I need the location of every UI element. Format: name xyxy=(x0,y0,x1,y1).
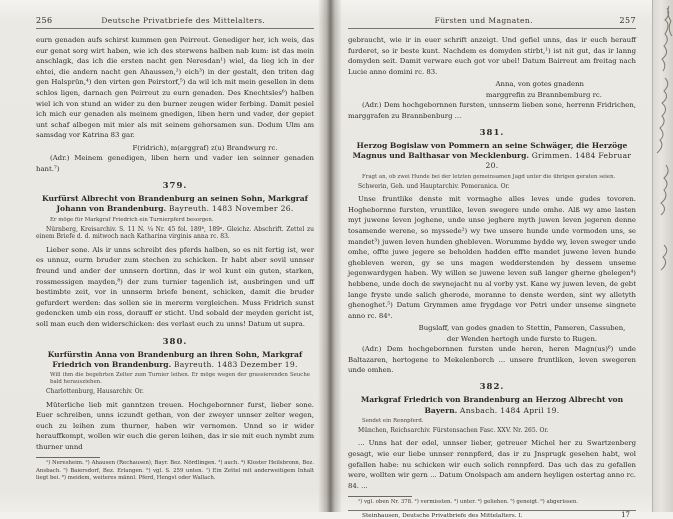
letter-379-body: Lieber sone. Als ir unns schreibt des pferds halben, so es nit fertig ist, wer es unnuz, eurm bruder zum stechen zu schicken. Ir habt aber sovil unnser freund und ander der unnsern dortinn, das ir wol kunt ein guten, starken, rossmessigen mayden,⁸) der zum turnier tagenlich ist, ausbringen und uff bestimbte zeit, vor in unnserm briefe benent, schicken, damit die bruder gefurdert werden: das sollen sie in mererm vergleichen. Muss Fridrich sunst gedencken umb ein ross, dorauff er sticht. Und sobald der meyden gericht ist, soll man euch den widerschicken: des verlast euch zu unns! Datum ut supra. xyxy=(36,245,314,328)
letter-381-body: Unse fruntlike denste mit vormaghe alles leves unde gudes tovoren. Hoghebornne fursten, vruntlike, leven swegere unde omhe. Alß wy ame lasten myt juwene leven joghene, unde unse jeghere myth juwen leven jegeren denne tosamende werene, so myssede²) wy twe unsere hunde unde vormoden uns, se mandet³) juwen leven hunden ghebleven. Worumme bydde wy, leven sweger unde omhe, offte juwe jegere se beholden hadden effte mandet juwene leven hunde ghebleven weren, gy se uns magen wedderstenden by dessem unseme jegenwardygen haben. Wy willen se juwene leven suß langer gherne ghelegen⁴) hebbene, unde doch de swynejacht nu al vorby yst. Kane wy juwen leven, de gebt lange fryste unde salich gherode, moranne to denste werden, sint wy alletyth ghenoghet.⁵) Datum Grymmen ame frygdage vor Petri under unseme singnete anno rc. 84ᵃ. xyxy=(348,195,636,320)
left-footnotes: ¹) Neresheim. ²) Ahausen (Rechausen), Bayr. Bez. Nördlingen. ³) auch. ⁴) Kloster Heilsbronn, Bez. Ansbach. ⁵) Baiersdorf, Bez. Erlangen. ⁶) vgl. S. 259 unten. ⁷) Ein Zettel mit anderweitigem Inhalt liegt bei. ⁸) meidem, weiteres männl. Pferd, Hengst oder Wallach. xyxy=(36,460,314,482)
letter-381-address: (Adr.) Dem hochgebornnen fursten unde heren, heren Magn(us)⁶) unde Baltazaren, hertogene to Mekelenborch ... unsere fruntliken, leven swegeren unde omhen. xyxy=(348,345,636,374)
footer-sheet-number: 17 xyxy=(621,510,630,519)
right-running-title: Fürsten und Magnaten. xyxy=(434,16,533,25)
left-footnote-block xyxy=(36,457,314,482)
margin-handwriting-icon xyxy=(653,0,673,512)
letter-382-regest: Sendet ein Rennpferd. xyxy=(362,417,424,424)
left-running-title: Deutsche Privatbriefe des Mittelalters. xyxy=(101,16,266,25)
letter-379-source: Nürnberg, Kreisarchiv. S. 11 N. ¼ Nr. 45 fol. 189ᵇ, 189ᵃ. Gleichz. Abschrift. Zettel zu einem Briefe d. d. mitwoch nach Katharina virginis anna rc. 83. xyxy=(36,225,314,241)
letter-382-place-date: Ansbach. 1484 April 19. xyxy=(459,405,560,415)
footnote-rule xyxy=(36,457,100,458)
right-footnote-block xyxy=(348,496,636,506)
right-page xyxy=(338,0,652,519)
letter-381-heading-text: Herzog Bogislaw von Pommern an seine Schwäger, die Herzöge Magnus und Balthasar von Mecklenburg. xyxy=(352,141,628,161)
letter-380-body: Müterliche lieb mit ganntzen treuen. Hochgebornner furst, lieber sone. Euer schreiben, unns iczundt gethan, von der zweyer unnser zelter wegen, euch zu leihen zum thurner, haben wir vernomen. Unnd so ir wider herauffkompt, wollen wir euch die geren leihen, das ir sie mit euch nymbt zum thurner unnd xyxy=(36,400,314,451)
letter-379-regest: Er möge für Markgraf Friedrich ein Turnierpferd besorgen. xyxy=(50,216,214,223)
right-page-number: 257 xyxy=(619,16,636,25)
letter-381-place-date: Grimmen. 1484 Februar 20. xyxy=(485,151,632,171)
letter-378-signature: F(ridrich), m(arggraf) z(u) Brandwurg rc. xyxy=(132,143,278,152)
letter-380-heading xyxy=(36,350,314,370)
footnote-rule xyxy=(348,496,412,497)
letter-381-number: 381. xyxy=(479,128,505,138)
letter-381-signature-line1: Bugslaff, van godes gnaden to Stettin, Pameren, Cassuben, xyxy=(418,324,626,333)
letter-380-signature-line1: Anna, von gotes gnadenn xyxy=(495,80,584,89)
right-page-footer xyxy=(348,510,636,519)
letter-378-address: (Adr.) Meinem genedigen, liben hern und vader ien seinner genaden hant.⁷) xyxy=(36,154,314,173)
page-edge-strip xyxy=(652,0,673,512)
letter-380-number: 380. xyxy=(162,336,188,347)
footer-series-title: Steinhausen, Deutsche Privatbriefe des Mittelalters. I. xyxy=(362,512,523,519)
left-page-header xyxy=(36,16,314,29)
letter-378-body: eurn genaden aufs schirst kummen gen Peirreut. Genediger her, ich weis, das eur genat sorg wirt haben, wie ich des sterwens halben nab kum: ist das mein anschlagk, das ich die ersten nacht gen Neresdan¹) wiel, da lieg ich in der ehtei, die andern nacht gen Ahaussen,²) eich³) in der gestalt, den triten dag gen Halsprün,⁴) den virten gen Peirstorf,⁵) da wil ich mit mein gesellen in dem schlos ligen, darnach gen Peirreut zu eurn genaden. Des Knechtsles⁶) halben wiel ich von stund an wider zu den burner zeugen wider ferbing. Damit pesiel ich mich eur genaden als meinem gnedigen, liben hern und vader, der gepiet unt schaf albegen mit mier als mit seinem gehorsamen sun. Dodum Ulm am samsdag vor Katrina 83 gar. xyxy=(36,36,314,140)
letter-381-source: Schwerin, Geh. und Hauptarchiv. Pomeranica. Or. xyxy=(358,182,510,190)
letter-380-signature-line2: marggrefin zu Brannbemburg rc. xyxy=(485,90,602,99)
letter-379-heading-text: Kurfürst Albrecht von Brandenburg an seinen Sohn, Markgraf Johann von Brandenburg. xyxy=(42,194,308,214)
letter-380-source: Charlottenburg, Hausarchiv. Or. xyxy=(46,387,144,395)
letter-380-place-date: Bayreuth. 1483 Dezember 19. xyxy=(173,359,298,369)
letter-380-address: (Adr.) Dem hochgebornnen fursten, unnserm lieben sone, herrenn Fridrichen, marggrafen zu Brannbenburg ... xyxy=(348,101,636,120)
letter-382-number: 382. xyxy=(479,382,505,393)
left-page xyxy=(0,0,322,512)
left-page-number: 256 xyxy=(36,16,53,25)
right-page-header xyxy=(348,16,636,29)
letter-379-heading xyxy=(36,194,314,214)
letter-380-regest: Will ihm die begehrten Zelter zum Turnier leihen. Er möge wegen der grassierenden Seuche bald herausziehen. xyxy=(50,371,310,385)
letter-380-heading-text: Kurfürstin Anna von Brandenburg an ihren Sohn, Markgraf Friedrich von Brandenburg. xyxy=(47,349,303,369)
letter-381-heading xyxy=(348,141,636,172)
letter-382-body: ... Unns hat der edel, unnser lieber, getreuer Michel her zu Swartzenberg gesagt, wie eur liebe unnser rennpferd, das ir zu Jnsprugk gesehen habt, wol gefallen habe: nu schicken wir euch solich rennpferd. Das uch das zu gefallen were, wollten wir gern ... Datum Onolspach am andern heyligen ostertag anno rc. 84. ... xyxy=(348,439,636,490)
letter-380-cont-body: gebraucht, wie ir in euer schrift anzeigt. Und gefiel unns, das ir euch herauff furderet, so ir beste kunt. Nachdem es domyden stirbt,¹) ist nit gut, das ir lanng domyden seit. Damit verware euch got vor ubel! Datum Bairreut am freitag nach Lucie anno domini rc. 83. xyxy=(348,36,636,76)
letter-379-number: 379. xyxy=(162,181,188,192)
right-footnotes: ¹) vgl. oben Nr. 378. ²) vermissten. ³) unter. ⁴) geliehen. ⁵) geneigt. ⁶) abgerissen. xyxy=(358,499,579,506)
letter-379-place-date: Bayreuth. 1483 November 26. xyxy=(168,204,294,214)
letter-382-heading-text: Markgraf Friedrich von Brandenburg an Herzog Albrecht von Bayern. xyxy=(360,395,624,415)
letter-381-regest: Fragt an, ob zwei Hunde bei der letzten gemeinsamen Jagd unter die übrigen geraten seien. xyxy=(362,173,616,180)
letter-382-heading xyxy=(348,395,636,415)
letter-381-signature-line2: der Wenden hertogh unde furste to Rugen. xyxy=(446,334,598,343)
letter-382-source: München, Reichsarchiv. Fürstensachen Fasc. XXV. Nr. 265. Or. xyxy=(358,426,549,434)
